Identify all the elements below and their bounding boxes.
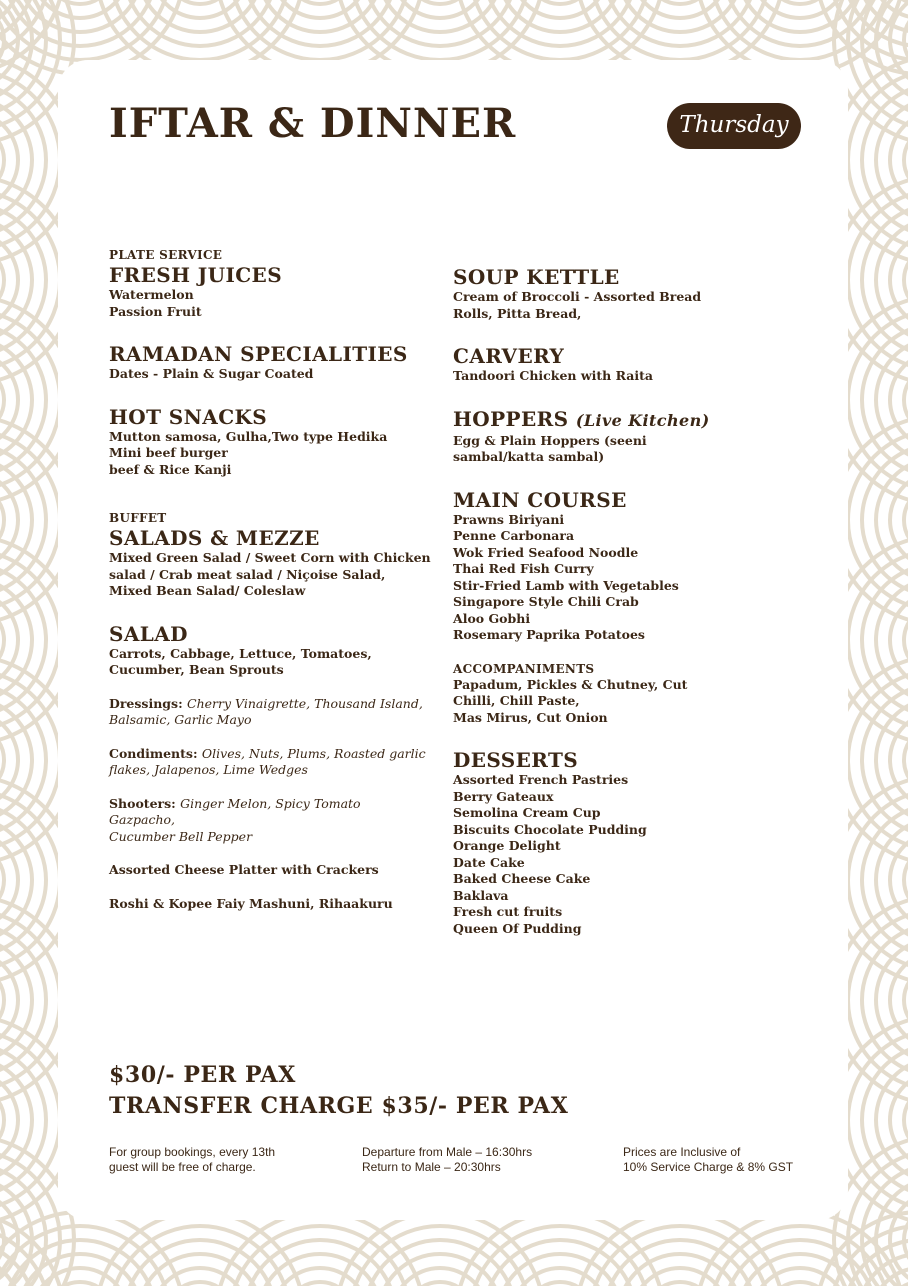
roshi-item: Roshi & Kopee Faiy Mashuni, Rihaakuru xyxy=(109,895,393,911)
list-item: Fresh cut fruits xyxy=(453,904,563,919)
footer-line: For group bookings, every 13th xyxy=(109,1145,276,1159)
list-item: Mutton samosa, Gulha,Two type Hedika xyxy=(109,428,388,444)
prices-inclusive-note xyxy=(623,1145,793,1175)
day-badge: Thursday xyxy=(667,103,801,149)
desserts-heading: DESSERTS xyxy=(453,748,579,772)
hoppers-title: HOPPERS xyxy=(453,406,569,431)
list-item: Carrots, Cabbage, Lettuce, Tomatoes, xyxy=(109,645,372,661)
list-item: Mixed Green Salad / Sweet Corn with Chicken xyxy=(109,550,431,565)
list-item: Passion Fruit xyxy=(109,303,202,319)
condiments-line1: Olives, Nuts, Plums, Roasted garlic xyxy=(201,745,426,761)
list-item: Watermelon xyxy=(109,287,194,302)
accompaniments-list xyxy=(453,677,773,727)
soup-kettle-list xyxy=(453,289,773,322)
list-item: Mixed Bean Salad/ Coleslaw xyxy=(109,583,306,598)
list-item: Wok Fried Seafood Noodle xyxy=(453,544,639,560)
list-item: Singapore Style Chili Crab xyxy=(453,594,639,609)
list-item: Mini beef burger xyxy=(109,445,228,460)
list-item: beef & Rice Kanji xyxy=(109,461,232,477)
dressings-line2: Balsamic, Garlic Mayo xyxy=(109,712,252,727)
right-column xyxy=(453,265,773,937)
list-item: Stir-Fried Lamb with Vegetables xyxy=(453,577,679,593)
salads-mezze-heading: SALADS & MEZZE xyxy=(109,526,320,550)
condiments-note xyxy=(109,746,429,779)
list-item: Baklava xyxy=(453,887,509,903)
salad-heading: SALAD xyxy=(109,621,188,646)
per-pax-price: $30/- PER PAX xyxy=(109,1062,296,1088)
left-column xyxy=(109,247,429,912)
list-item: Date Cake xyxy=(453,854,525,870)
shooters-label: Shooters: xyxy=(109,795,176,811)
condiments-label: Condiments: xyxy=(109,745,198,761)
carvery-list xyxy=(453,368,773,385)
dressings-line1: Cherry Vinaigrette, Thousand Island, xyxy=(187,695,423,711)
list-item: Mas Mirus, Cut Onion xyxy=(453,709,608,725)
pricing-block xyxy=(109,1060,568,1122)
cheese-platter: Assorted Cheese Platter with Crackers xyxy=(109,862,379,877)
dressings-note xyxy=(109,696,429,729)
list-item: Queen Of Pudding xyxy=(453,920,582,936)
accompaniments-heading: ACCOMPANIMENTS xyxy=(453,661,595,676)
list-item: Cream of Broccoli - Assorted Bread xyxy=(453,289,702,304)
buffet-label: BUFFET xyxy=(109,511,167,525)
ramadan-list xyxy=(109,366,429,383)
list-item: Berry Gateaux xyxy=(453,788,554,804)
soup-kettle-heading: SOUP KETTLE xyxy=(453,265,620,289)
footer-line: Return to Male – 20:30hrs xyxy=(362,1160,501,1174)
shooters-line2: Cucumber Bell Pepper xyxy=(109,828,253,844)
list-item: Aloo Gobhi xyxy=(453,610,531,626)
list-item: Semolina Cream Cup xyxy=(453,805,601,820)
list-item: Assorted French Pastries xyxy=(453,772,629,787)
live-kitchen-tag: (Live Kitchen) xyxy=(575,410,710,430)
salads-mezze-list xyxy=(109,550,429,600)
main-course-heading: MAIN COURSE xyxy=(453,487,627,512)
footer-line: guest will be free of charge. xyxy=(109,1160,256,1174)
ramadan-heading: RAMADAN SPECIALITIES xyxy=(109,342,408,366)
fresh-juices-heading: FRESH JUICES xyxy=(109,263,283,287)
list-item: Cucumber, Bean Sprouts xyxy=(109,662,284,677)
list-item: sambal/katta sambal) xyxy=(453,449,605,464)
list-item: salad / Crab meat salad / Niçoise Salad, xyxy=(109,566,386,582)
list-item: Thai Red Fish Curry xyxy=(453,561,594,576)
footer-line: 10% Service Charge & 8% GST xyxy=(623,1160,794,1174)
hoppers-list xyxy=(453,433,773,466)
list-item: Penne Carbonara xyxy=(453,528,575,543)
page-title: IFTAR & DINNER xyxy=(109,100,517,147)
footer-line: Departure from Male – 16:30hrs xyxy=(362,1145,533,1159)
list-item: Baked Cheese Cake xyxy=(453,871,591,886)
hot-snacks-heading: HOT SNACKS xyxy=(109,404,268,429)
desserts-list xyxy=(453,772,773,937)
list-item: Tandoori Chicken with Raita xyxy=(453,368,653,383)
list-item: Rolls, Pitta Bread, xyxy=(453,305,582,321)
list-item: Biscuits Chocolate Pudding xyxy=(453,821,647,837)
carvery-heading: CARVERY xyxy=(453,344,565,368)
hoppers-heading xyxy=(453,407,773,433)
hot-snacks-list xyxy=(109,429,429,479)
condiments-line2: flakes, Jalapenos, Lime Wedges xyxy=(109,762,308,777)
group-booking-note xyxy=(109,1145,275,1175)
list-item: Rosemary Paprika Potatoes xyxy=(453,627,645,642)
list-item: Papadum, Pickles & Chutney, Cut xyxy=(453,676,688,692)
dressings-label: Dressings: xyxy=(109,695,183,711)
shooters-line1: Ginger Melon, Spicy Tomato Gazpacho, xyxy=(109,795,361,827)
main-course-list xyxy=(453,512,773,644)
list-item: Orange Delight xyxy=(453,838,561,853)
footer-line: Prices are Inclusive of xyxy=(623,1145,741,1159)
departure-note xyxy=(362,1145,532,1175)
list-item: Dates - Plain & Sugar Coated xyxy=(109,366,314,381)
transfer-charge: TRANSFER CHARGE $35/- PER PAX xyxy=(109,1093,569,1119)
list-item: Prawns Biriyani xyxy=(453,511,565,527)
plate-service-label: PLATE SERVICE xyxy=(109,248,223,262)
shooters-note xyxy=(109,796,429,846)
list-item: Egg & Plain Hoppers (seeni xyxy=(453,432,647,448)
list-item: Chilli, Chill Paste, xyxy=(453,693,580,708)
salad-list xyxy=(109,646,429,679)
fresh-juices-list xyxy=(109,287,429,320)
